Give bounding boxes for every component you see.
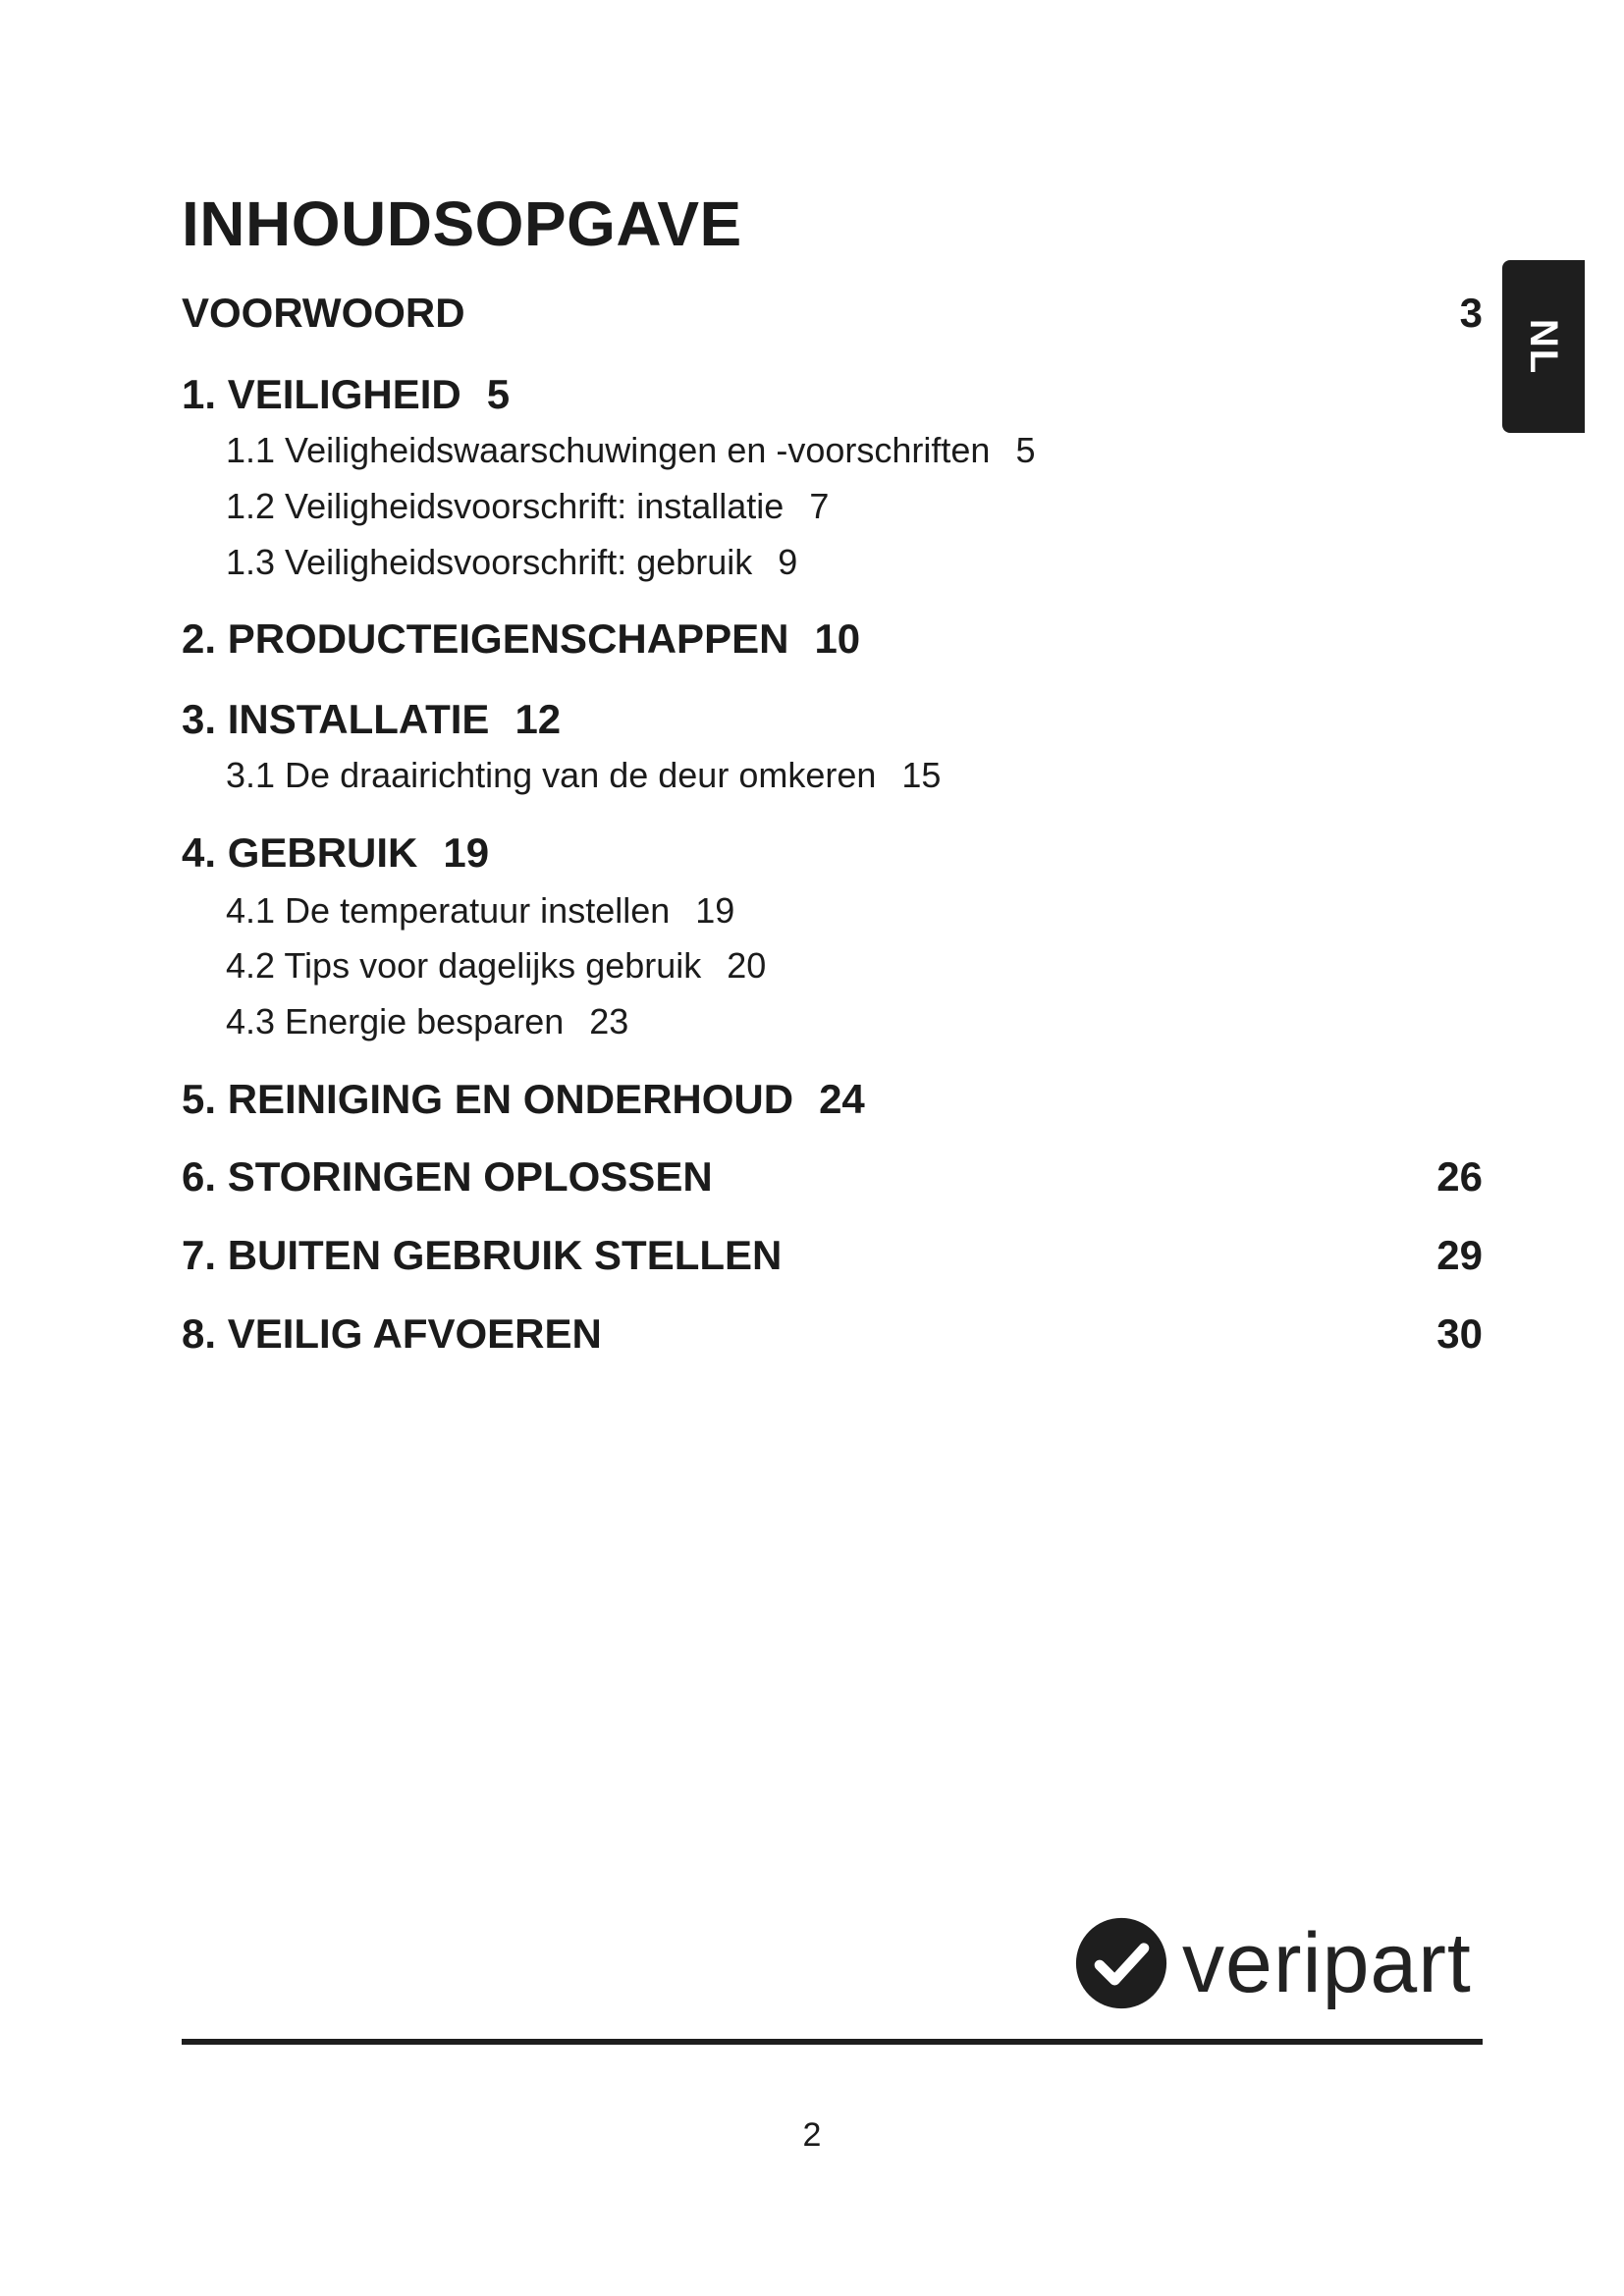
- toc-entry-subsection-4-1[interactable]: [226, 890, 1483, 931]
- toc-entry-page: 30: [1436, 1310, 1483, 1357]
- toc-entry-subsection-4-2[interactable]: [226, 945, 1483, 986]
- toc-entry-subsection-4-3[interactable]: [226, 1001, 1483, 1041]
- toc-entry-label: 4.2 Tips voor dagelijks gebruik: [226, 945, 702, 986]
- toc-entry-page: 15: [901, 755, 942, 795]
- toc-entry-page: 19: [695, 890, 735, 931]
- toc-entry-label: 4.1 De temperatuur instellen: [226, 890, 671, 931]
- toc-entry-label: 4. GEBRUIK: [182, 829, 418, 876]
- footer-divider: [182, 2039, 1483, 2045]
- toc-entry-section-2[interactable]: [182, 615, 1483, 662]
- toc-entry-page: 3: [1459, 290, 1483, 336]
- toc-entry-section-7[interactable]: [182, 1232, 1483, 1278]
- page-number: 2: [802, 2116, 822, 2154]
- toc-entry-label: 1.3 Veiligheidsvoorschrift: gebruik: [226, 542, 753, 582]
- toc-entry-section-5[interactable]: [182, 1076, 1483, 1122]
- toc-entry-page: 29: [1436, 1232, 1483, 1278]
- veripart-logo: [1074, 1914, 1472, 2012]
- toc-entry-label: 6. STORINGEN OPLOSSEN: [182, 1153, 713, 1200]
- toc-entry-subsection-1-3[interactable]: [226, 542, 1483, 582]
- toc-entry-section-6[interactable]: [182, 1153, 1483, 1200]
- checkmark-circle-icon: [1074, 1916, 1168, 2010]
- toc-entry-label: 3. INSTALLATIE: [182, 696, 490, 742]
- toc-entry-page: 5: [486, 371, 511, 417]
- toc-entry-page: 20: [727, 945, 767, 986]
- toc-entry-subsection-3-1[interactable]: [226, 755, 1483, 795]
- toc-entry-label: 1. VEILIGHEID: [182, 371, 461, 417]
- toc-entry-page: 23: [589, 1001, 629, 1041]
- toc-entry-section-3[interactable]: [182, 696, 1483, 742]
- toc-entry-subsection-1-2[interactable]: [226, 486, 1483, 526]
- toc-entry-label: 5. REINIGING EN ONDERHOUD: [182, 1076, 794, 1122]
- toc-entry-label: 3.1 De draairichting van de deur omkeren: [226, 755, 877, 795]
- language-tab: [1502, 260, 1585, 433]
- toc-entry-label: 2. PRODUCTEIGENSCHAPPEN: [182, 615, 789, 662]
- toc-entry-label: 1.1 Veiligheidswaarschuwingen en -voorschriften: [226, 430, 991, 470]
- toc-entry-page: 24: [819, 1076, 865, 1122]
- toc-entry-page: 19: [443, 829, 490, 876]
- toc-entry-label: 7. BUITEN GEBRUIK STELLEN: [182, 1232, 783, 1278]
- toc-entry-label: 1.2 Veiligheidsvoorschrift: installatie: [226, 486, 785, 526]
- toc-title: INHOUDSOPGAVE: [182, 188, 742, 259]
- toc-entry-page: 10: [814, 615, 861, 662]
- toc-entry-section-1[interactable]: [182, 371, 1483, 417]
- toc-entry-section-8[interactable]: [182, 1310, 1483, 1357]
- toc-entry-label: 8. VEILIG AFVOEREN: [182, 1310, 602, 1357]
- toc-entry-page: 9: [778, 542, 798, 582]
- logo-wordmark: veripart: [1182, 1916, 1472, 2010]
- toc-entry-label: 4.3 Energie besparen: [226, 1001, 565, 1041]
- toc-entry-page: 26: [1436, 1153, 1483, 1200]
- toc-entry-foreword[interactable]: [182, 290, 1483, 336]
- language-tab-label: NL: [1522, 318, 1566, 375]
- toc-entry-page: 7: [809, 486, 830, 526]
- toc-entry-subsection-1-1[interactable]: [226, 430, 1483, 470]
- toc-entry-section-4[interactable]: [182, 829, 1483, 876]
- toc-entry-page: 5: [1015, 430, 1036, 470]
- toc-entry-page: 12: [514, 696, 562, 742]
- toc-entry-label: VOORWOORD: [182, 290, 465, 336]
